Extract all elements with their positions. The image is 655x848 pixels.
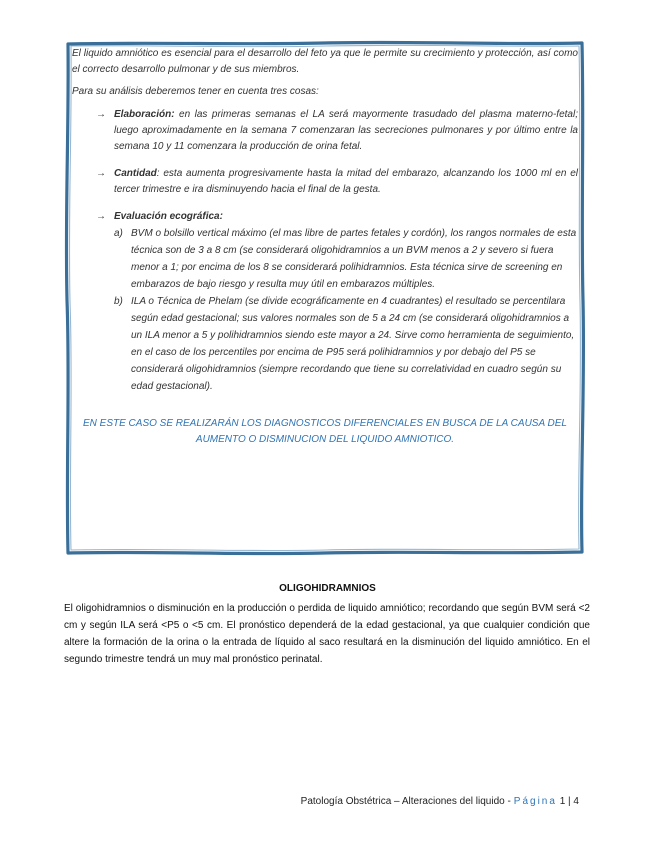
arrow-icon: → [96, 109, 106, 120]
sub-item-label: a) [114, 228, 123, 239]
emphasis-note: EN ESTE CASO SE REALIZARÁN LOS DIAGNOSTICOS DIFERENCIALES EN BUSCA DE LA CAUSA DEL AUMENTO O DISMINUCION DEL LIQUIDO AMNIOTICO. [82, 418, 567, 445]
arrow-icon: → [96, 168, 106, 179]
callout-box [72, 46, 578, 546]
sub-item-ila [72, 293, 578, 395]
section-body: El oligohidramnios o disminución en la producción o perdida de liquido amniótico; recordando que según BVM será <2 cm y según ILA será <P5 o <5 cm. El pronóstico dependerá de la edad gestacional, ya que cualquier condición que altere la formación de la orina o la entrada de líquido al saco resultará en la disminución del liquido amniótico. En el segundo trimestre tendrá un muy mal pronóstico perinatal. [64, 603, 590, 665]
sub-item-label: b) [114, 296, 123, 307]
footer-running-title: Patología Obstétrica – Alteraciones del liquido - [300, 796, 511, 807]
section-heading: OLIGOHIDRAMNIOS [279, 583, 376, 594]
page-footer [301, 796, 579, 807]
intro-paragraph: El liquido amniótico es esencial para el desarrollo del feto ya que le permite su crecimiento y protección, así como el correcto desarrollo pulmonar y de sus miembros. [72, 48, 578, 75]
list-item-cantidad [72, 166, 578, 198]
sub-item-text: BVM o bolsillo vertical máximo (el mas libre de partes fetales y cordón), los rangos normales de esta técnica son de 3 a 8 cm (se considerará oligohidramnios a un BVM menos a 2 y severo si fuera menor a 1; por encima de los 8 se considerará polihidramnios. Esta técnica sirve de screening en embarazos de bajo riesgo y resulta muy útil en embarazos múltiples. [131, 228, 577, 290]
lead-paragraph: Para su análisis deberemos tener en cuenta tres cosas: [72, 86, 319, 97]
item-term: Elaboración: [114, 109, 175, 120]
item-term: Evaluación ecográfica: [114, 211, 223, 222]
item-text: : esta aumenta progresivamente hasta la mitad del embarazo, alcanzando los 1000 ml en el tercer trimestre e ira disminuyendo hacia el final de la gesta. [114, 168, 578, 195]
footer-page-word: Página [513, 796, 557, 807]
item-text: en las primeras semanas el LA será mayormente trasudado del plasma materno-fetal; luego aproximadamente en la semana 7 comenzaran las secreciones pulmonares y por último entre la semana 10 y 11 comenzara la producción de orina fetal. [114, 109, 578, 152]
sub-item-text: ILA o Técnica de Phelam (se divide ecográficamente en 4 cuadrantes) el resultado se percentilara según edad gestacional; sus valores normales son de 5 a 24 cm (se considerará oligohidramnios a un ILA menor a 5 y polihidramnios siendo este mayor a 24. Sirve como herramienta de seguimiento, en el caso de los percentiles por encima de P95 será polihidramnios y por debajo del P5 se considerará oligohidramnios (siempre recordando que tiene su correlatividad en cuadro según su edad gestacional). [131, 296, 575, 392]
footer-page-number: 1 | 4 [559, 796, 579, 807]
item-term: Cantidad [114, 168, 157, 179]
list-item-evaluacion [72, 209, 578, 225]
sub-item-bvm [72, 225, 578, 293]
arrow-icon: → [96, 211, 106, 222]
list-item-elaboracion [72, 107, 578, 155]
